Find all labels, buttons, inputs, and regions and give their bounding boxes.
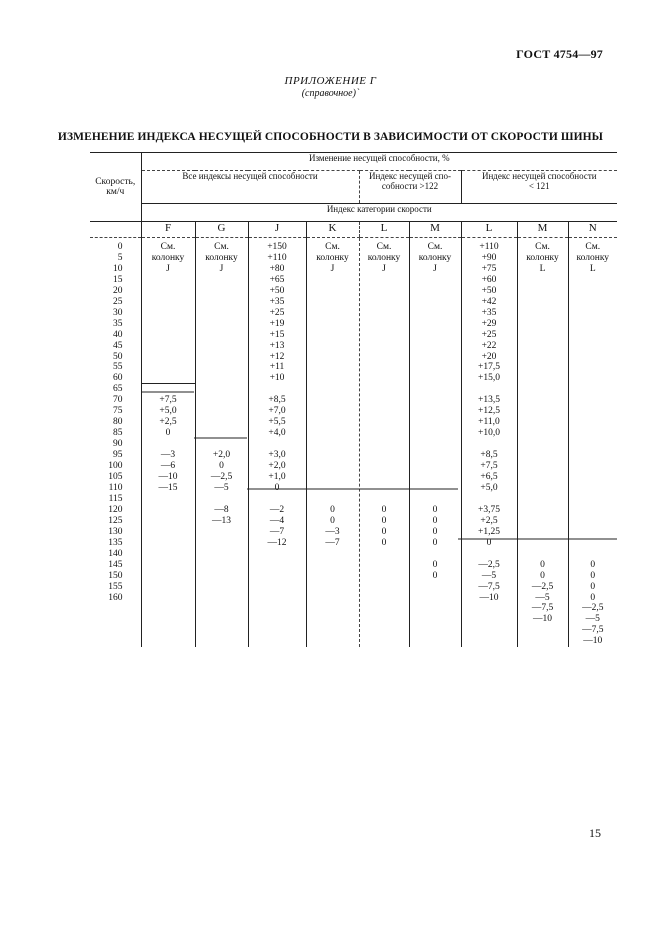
values-col-m2: См. колонку L 0 0 —2,5 —5 —7,5 —10 [526, 242, 559, 625]
speed-header: Скорость, км/ч [90, 153, 141, 222]
values-col-m: См. колонку J 0 0 0 0 0 0 [418, 242, 452, 581]
col-letter-m: M [409, 222, 461, 238]
values-col-l: См. колонку J 0 0 0 0 [367, 242, 401, 548]
values-col-g: См. колонку J +2,0 0 —2,5 —5 —8 —13 [205, 242, 238, 526]
standard-number: ГОСТ 4754—97 [516, 47, 603, 61]
group-index-over-122: Индекс несущей спо- собности >122 [359, 171, 461, 204]
values-col-j: +150 +110 +80 +65 +50 +35 +25 +19 +15 +13 +12 +11 +10 +8,5 +7,0 +5,5 +4,0 +3,0 +2,0 +1,0 0 —2 —4 —7 —12 [267, 242, 287, 548]
col-letter-f: F [141, 222, 195, 238]
load-change-header: Изменение несущей способности, % [141, 153, 617, 171]
col-letter-k: K [306, 222, 359, 238]
speed-category-header: Индекс категории скорости [141, 204, 617, 222]
col-letter-l: L [359, 222, 409, 238]
speed-values: 0 5 10 15 20 25 30 35 40 45 50 55 60 65 70 75 80 85 90 95 100 105 110 115 120 125 130 135 140 145 150 155 160 [108, 242, 123, 603]
appendix-title: ПРИЛОЖЕНИЕ Г [284, 75, 377, 87]
col-letter-m2: M [517, 222, 568, 238]
col-letter-g: G [195, 222, 248, 238]
col-letter-n: N [568, 222, 617, 238]
values-col-f: См. колонку J +7,5 +5,0 +2,5 0 —3 —6 —10 —15 [142, 238, 195, 494]
values-col-k: См. колонку J 0 0 —3 —7 [316, 242, 349, 548]
group-index-under-121: Индекс несущей способности < 121 [461, 171, 617, 204]
values-col-n: См. колонку L 0 0 0 0 —2,5 —5 —7,5 —10 [576, 242, 610, 647]
document-title: ИЗМЕНЕНИЕ ИНДЕКСА НЕСУЩЕЙ СПОСОБНОСТИ В ЗАВИСИМОСТИ ОТ СКОРОСТИ ШИНЫ [57, 131, 604, 143]
group-all-indices: Все индексы несущей способности [141, 171, 359, 204]
values-col-l2: +110 +90 +75 +60 +50 +42 +35 +29 +25 +22 +20 +17,5 +15,0 +13,5 +12,5 +11,0 +10,0 +8,5 +7,5 +6,5 +5,0 +3,75 +2,5 +1,25 0 —2,5 —5 —7,5 —10 [478, 242, 500, 603]
page-number: 15 [589, 826, 601, 840]
appendix-subtitle: (справочное)` [301, 88, 360, 99]
col-letter-j: J [248, 222, 306, 238]
col-letter-l2: L [461, 222, 517, 238]
